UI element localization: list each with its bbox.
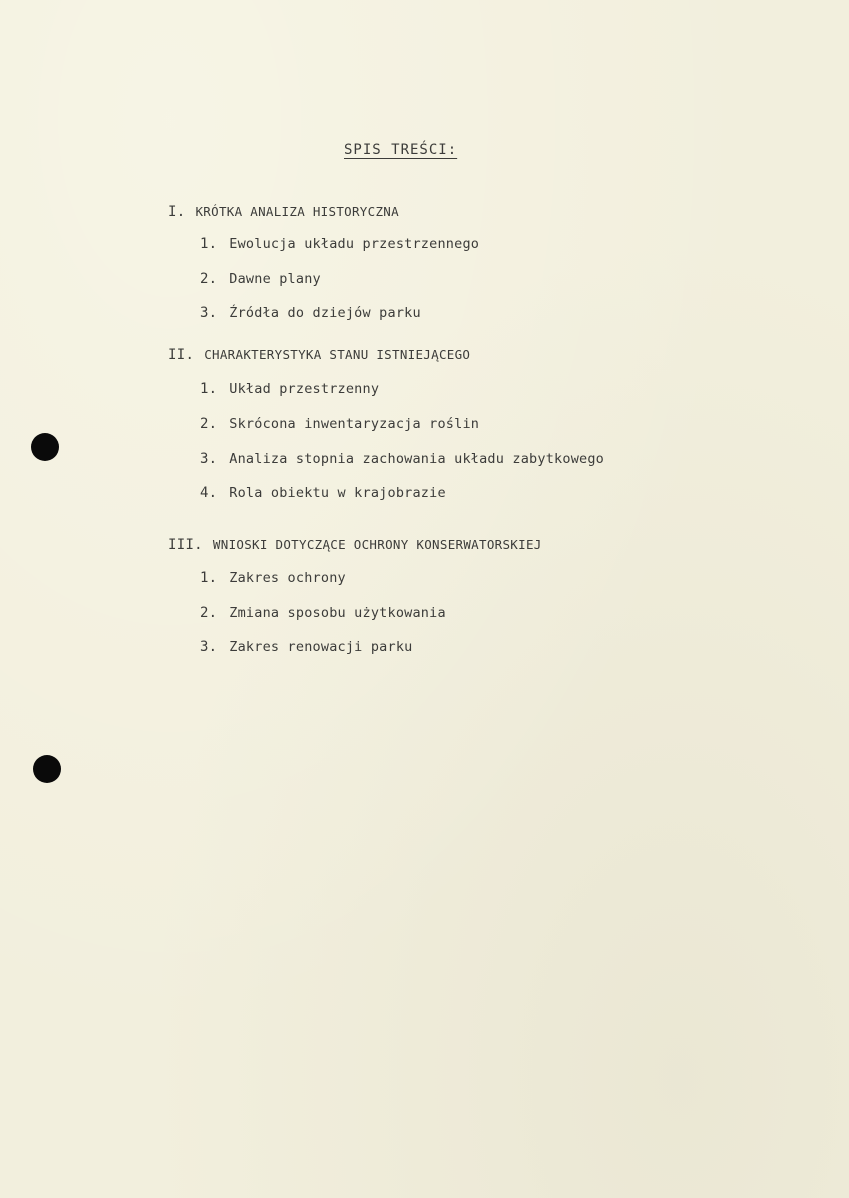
- item-number: 2.: [200, 605, 218, 621]
- item-text: Dawne plany: [229, 271, 321, 287]
- toc-item: [200, 236, 479, 252]
- toc-item: [200, 639, 412, 655]
- item-number: 1.: [200, 381, 218, 397]
- item-text: Skrócona inwentaryzacja roślin: [229, 416, 480, 432]
- item-text: Analiza stopnia zachowania układu zabytkowego: [229, 451, 605, 467]
- section-title: CHARAKTERYSTYKA STANU ISTNIEJĄCEGO: [204, 347, 471, 362]
- punch-hole: [31, 433, 59, 461]
- section-heading-1: [168, 204, 399, 220]
- section-heading-2: [168, 347, 470, 363]
- item-text: Zakres renowacji parku: [229, 639, 413, 655]
- toc-item: [200, 416, 479, 432]
- item-number: 4.: [200, 485, 218, 501]
- punch-hole: [33, 755, 61, 783]
- page-title: SPIS TREŚCI:: [344, 142, 458, 158]
- item-text: Ewolucja układu przestrzennego: [229, 236, 480, 252]
- section-heading-3: [168, 537, 542, 553]
- item-text: Zakres ochrony: [229, 570, 346, 586]
- toc-item: [200, 485, 446, 501]
- item-number: 3.: [200, 305, 218, 321]
- item-number: 1.: [200, 570, 218, 586]
- item-number: 2.: [200, 416, 218, 432]
- item-text: Źródła do dziejów parku: [229, 305, 421, 321]
- item-text: Rola obiektu w krajobrazie: [229, 485, 446, 501]
- toc-item: [200, 271, 321, 287]
- toc-item: [200, 605, 446, 621]
- section-number: I.: [168, 204, 186, 220]
- section-title: KRÓTKA ANALIZA HISTORYCZNA: [195, 204, 399, 219]
- item-number: 1.: [200, 236, 218, 252]
- toc-item: [200, 451, 604, 467]
- item-text: Zmiana sposobu użytkowania: [229, 605, 446, 621]
- toc-item: [200, 570, 346, 586]
- section-title: WNIOSKI DOTYCZĄCE OCHRONY KONSERWATORSKIEJ: [212, 537, 542, 552]
- item-number: 3.: [200, 451, 218, 467]
- section-number: II.: [168, 347, 195, 363]
- toc-item: [200, 305, 421, 321]
- item-text: Układ przestrzenny: [229, 381, 380, 397]
- toc-item: [200, 381, 379, 397]
- item-number: 2.: [200, 271, 218, 287]
- item-number: 3.: [200, 639, 218, 655]
- section-number: III.: [168, 537, 203, 553]
